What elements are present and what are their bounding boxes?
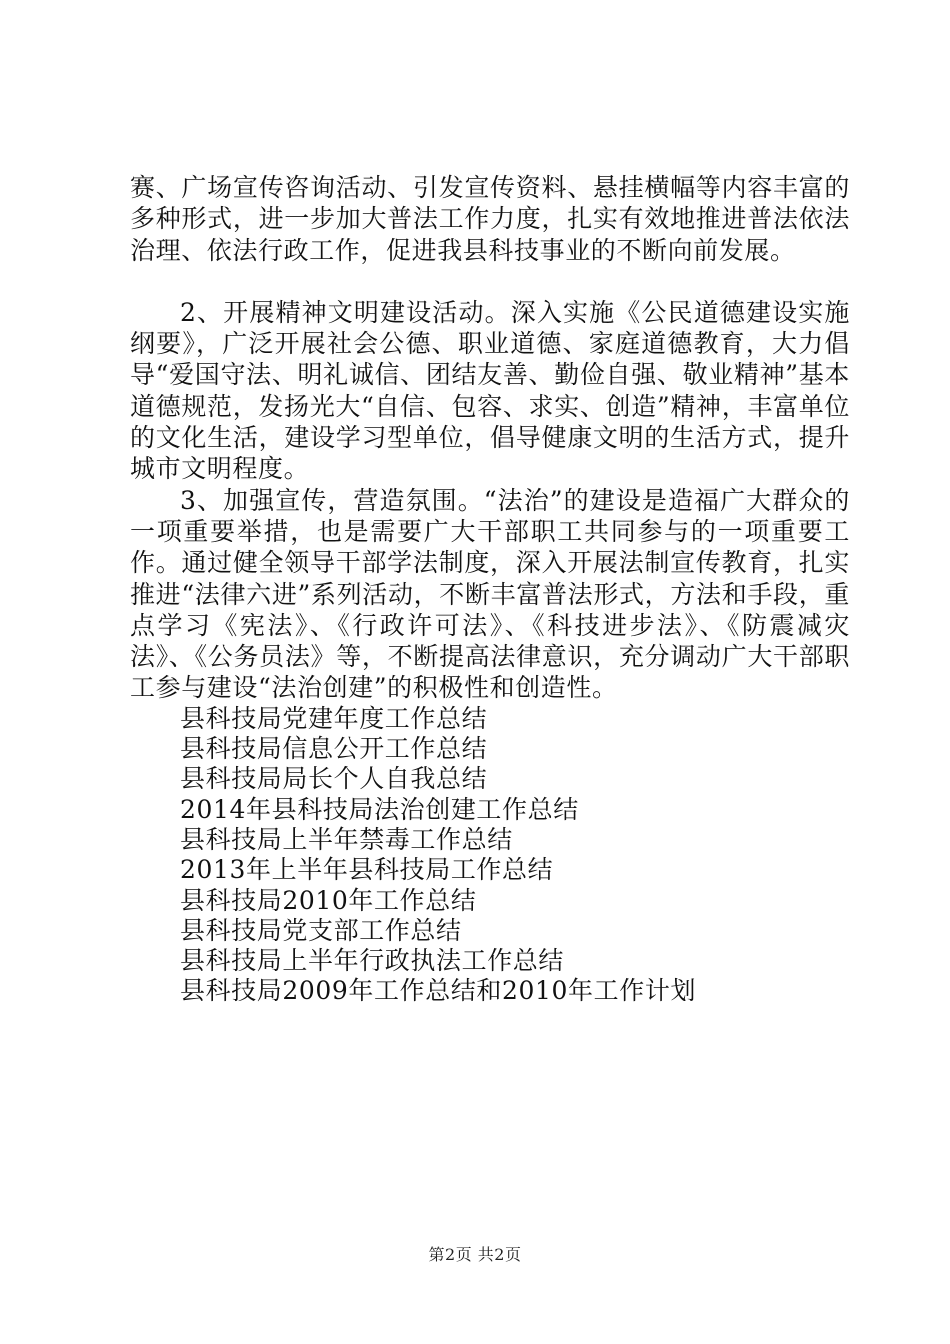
paragraph-spiritual-civilization: 2、开展精神文明建设活动。深入实施《公民道德建设实施纲要》，广泛开展社会公德、职业道德、家庭道德教育，大力倡导“爱国守法、明礼诚信、团结友善、勤俭自强、敬业精神”基本道德规范，发扬光大“自信、包容、求实、创造”精神，丰富单位的文化生活，建设学习型单位，倡导健康文明的生活方式，提升城市文明程度。 <box>130 297 850 484</box>
paragraph-gap <box>130 266 850 297</box>
related-article-link[interactable]: 县科技局上半年禁毒工作总结 <box>180 824 513 854</box>
related-article-link[interactable]: 县科技局上半年行政执法工作总结 <box>180 946 565 976</box>
related-article-link[interactable]: 县科技局局长个人自我总结 <box>180 764 488 794</box>
paragraph-publicity: 3、加强宣传，营造氛围。“法治”的建设是造福广大群众的一项重要举措，也是需要广大干部职工共同参与的一项重要工作。通过健全领导干部学法制度，深入开展法制宣传教育，扎实推进“法律六进”系列活动，不断丰富普法形式，方法和手段，重点学习《宪法》、《行政许可法》、《科技进步法》、《防震减灾法》、《公务员法》等，不断提高法律意识，充分调动广大干部职工参与建设“法治创建”的积极性和创造性。 <box>130 485 850 703</box>
document-body <box>130 172 850 1007</box>
page-number-footer: 第2页 共2页 <box>428 1245 522 1264</box>
related-article-link[interactable]: 县科技局党支部工作总结 <box>180 915 462 945</box>
paragraph-continuation: 赛、广场宣传咨询活动、引发宣传资料、悬挂横幅等内容丰富的多种形式，进一步加大普法工作力度，扎实有效地推进普法依法治理、依法行政工作，促进我县科技事业的不断向前发展。 <box>130 173 850 265</box>
related-article-link[interactable]: 2013年上半年县科技局工作总结 <box>180 855 554 885</box>
related-article-link[interactable]: 县科技局党建年度工作总结 <box>180 703 488 733</box>
related-articles-list <box>130 704 850 1007</box>
related-article-link[interactable]: 县科技局2009年工作总结和2010年工作计划 <box>180 976 697 1006</box>
related-article-link[interactable]: 2014年县科技局法治创建工作总结 <box>180 794 579 824</box>
related-article-link[interactable]: 县科技局2010年工作总结 <box>180 885 477 915</box>
related-article-link[interactable]: 县科技局信息公开工作总结 <box>180 734 488 764</box>
